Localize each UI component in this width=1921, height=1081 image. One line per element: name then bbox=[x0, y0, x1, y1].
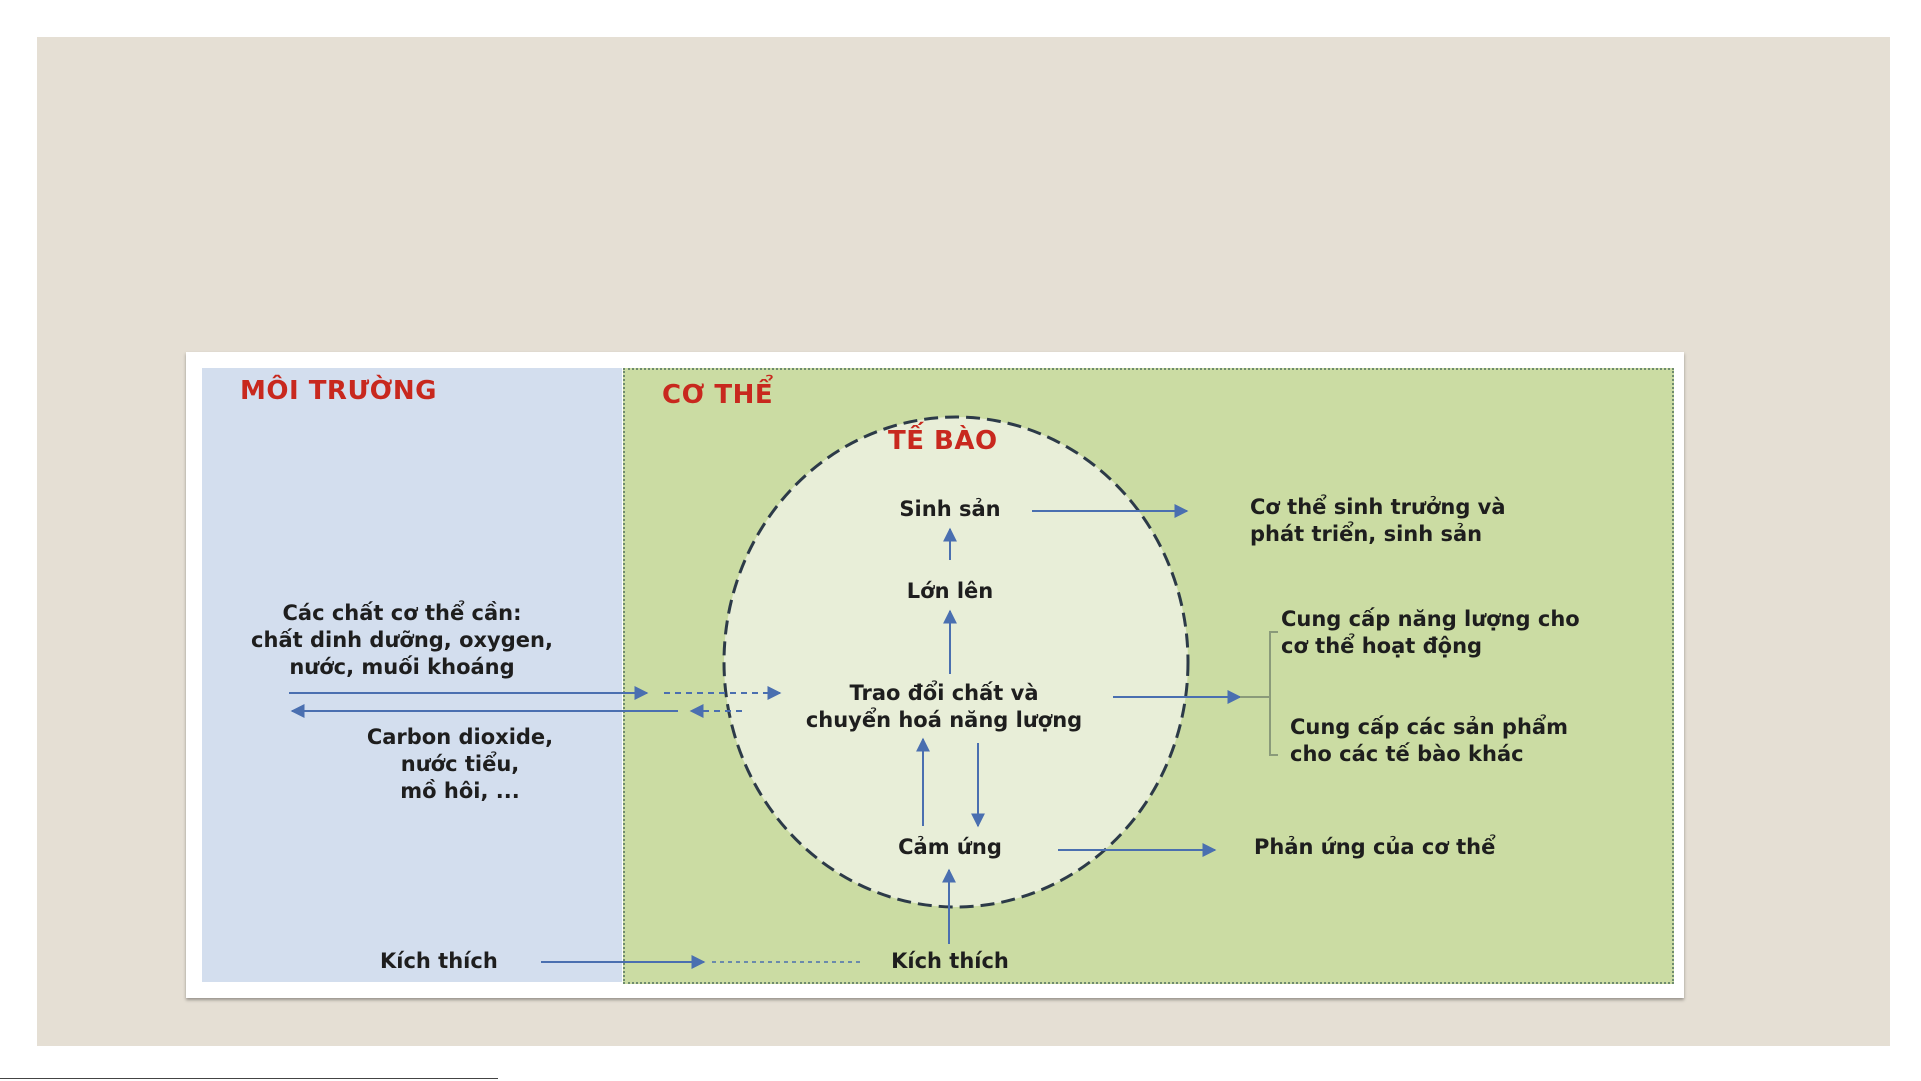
environment-title: MÔI TRƯỜNG bbox=[240, 376, 437, 406]
cell-response-label: Cảm ứng bbox=[898, 835, 1002, 859]
outcome-bracket bbox=[1270, 632, 1278, 755]
cell-growth-label: Lớn lên bbox=[906, 579, 994, 603]
environment-inputs-label: Các chất cơ thể cần: chất dinh dưỡng, oxygen, nước, muối khoáng bbox=[251, 601, 553, 679]
footer-divider bbox=[0, 1078, 498, 1079]
cell-reproduction-label: Sinh sản bbox=[899, 497, 1001, 521]
outcome-products-label: Cung cấp các sản phẩm cho các tế bào khác bbox=[1290, 715, 1568, 766]
environment-stimulus-label: Kích thích bbox=[380, 949, 498, 973]
cell-title: TẾ BÀO bbox=[888, 426, 998, 456]
outcome-response-label: Phản ứng của cơ thể bbox=[1254, 835, 1496, 859]
cell-stimulus-label: Kích thích bbox=[891, 949, 1009, 973]
outcome-energy-label: Cung cấp năng lượng cho cơ thể hoạt động bbox=[1281, 607, 1580, 658]
environment-outputs-label: Carbon dioxide, nước tiểu, mồ hôi, ... bbox=[366, 725, 554, 803]
organism-title: CƠ THỂ bbox=[662, 380, 774, 410]
outcome-growth-label: Cơ thể sinh trưởng và phát triển, sinh sản bbox=[1250, 495, 1506, 546]
cell-metabolism-label: Trao đổi chất và chuyển hoá năng lượng bbox=[805, 681, 1083, 732]
